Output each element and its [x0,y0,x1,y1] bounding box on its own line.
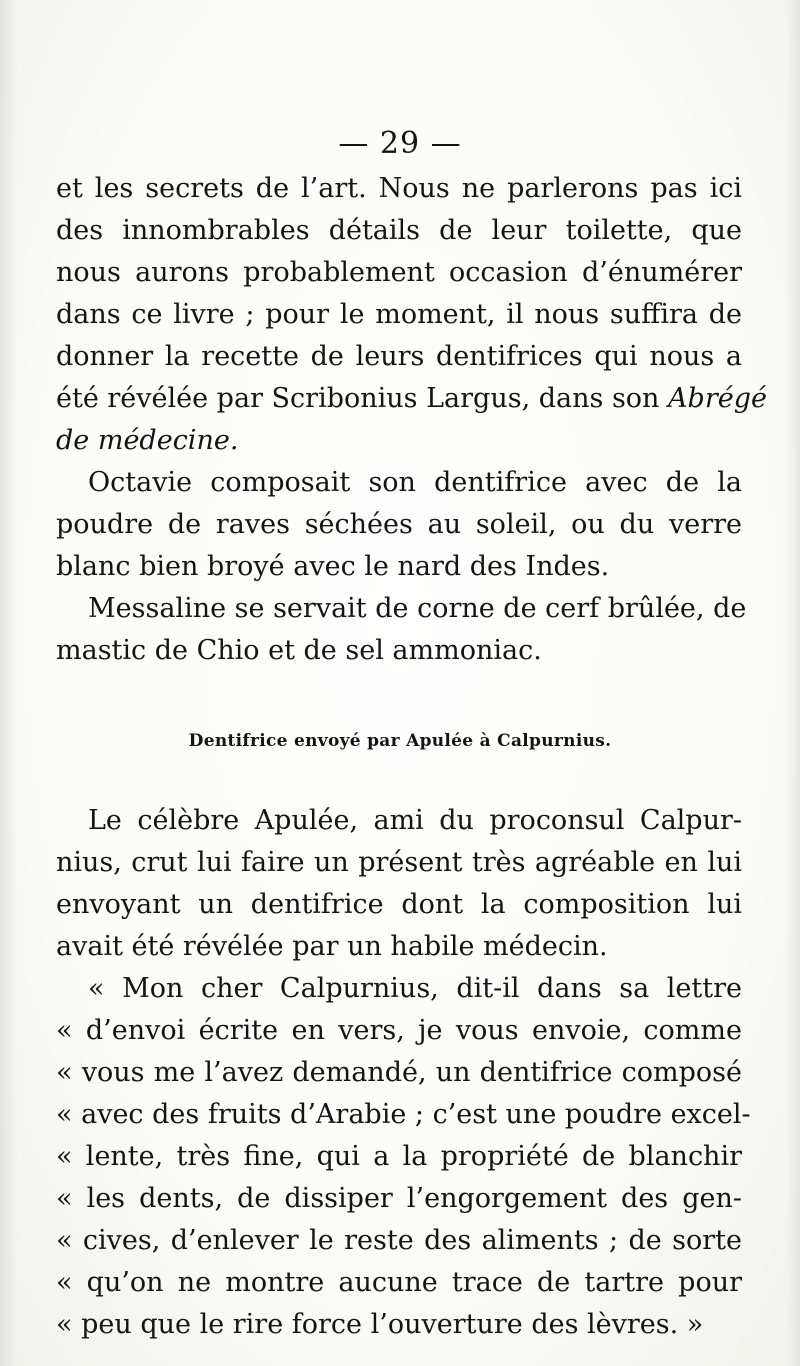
line-text: poudre de raves séchées au soleil, ou du verre [56,509,742,540]
line-text: dans ce livre ; pour le moment, il nous suffira de [56,299,742,330]
line-text: « peu que le rire force l’ouverture des lèvres. » [56,1309,704,1340]
line-text: « lente, très fine, qui a la propriété de blanchir [56,1141,742,1172]
text-line [56,294,742,336]
italic-title: Abrégé [668,383,767,414]
line-text: Le célèbre Apulée, ami du proconsul Calpur- [88,805,742,836]
text-line [56,1094,751,1136]
text-line [56,420,742,462]
page-shadow-left [0,0,18,1366]
line-text: « qu’on ne montre aucune trace de tartre pour [56,1267,742,1298]
line-text: « Mon cher Calpurnius, dit-il dans sa lettre [88,973,742,1004]
line-text: avait été révélée par un habile médecin. [56,931,608,962]
text-line [56,630,742,672]
text-line [56,800,742,842]
line-text: « avec des fruits d’Arabie ; c’est une poudre excel- [56,1099,751,1130]
text-line [56,1262,742,1304]
text-line [56,252,742,294]
line-text: envoyant un dentifrice dont la composition lui [56,889,742,920]
line-text: des innombrables détails de leur toilette, que [56,215,742,246]
page-shadow-right [786,0,800,1366]
line-text: Octavie composait son dentifrice avec de la [88,467,742,498]
line-text: donner la recette de leurs dentifrices qui nous a [56,341,742,372]
text-line [56,1220,742,1262]
line-text: « les dents, de dissiper l’engorgement des gen- [56,1183,742,1214]
text-line [56,884,742,926]
text-line [56,968,742,1010]
text-line [56,546,742,588]
text-line [56,1304,742,1346]
line-text: été révélée par Scribonius Largus, dans son [56,383,660,414]
line-text: « cives, d’enlever le reste des aliments ; de sorte [56,1225,742,1256]
text-line [56,462,742,504]
text-line [56,842,742,884]
text-line [56,1010,742,1052]
text-line [56,168,742,210]
line-text: blanc bien broyé avec le nard des Indes. [56,551,610,582]
line-text: nius, crut lui faire un présent très agréable en lui [56,847,742,878]
text-line [56,1136,742,1178]
page-number: — 29 — [338,126,462,161]
line-text: « d’envoi écrite en vers, je vous envoie, comme [56,1015,742,1046]
text-line [56,1178,742,1220]
line-text: nous aurons probablement occasion d’énumérer [56,257,742,288]
section-heading: Dentifrice envoyé par Apulée à Calpurnius. [188,731,612,751]
line-text: Messaline se servait de corne de cerf brûlée, de [88,593,747,624]
line-text: « vous me l’avez demandé, un dentifrice composé [56,1057,742,1088]
text-block-bottom [56,800,751,1346]
text-block-top [56,168,767,672]
text-line [56,378,767,420]
text-line [56,504,742,546]
text-line [56,336,742,378]
italic-title: de médecine. [56,425,239,456]
text-line [56,926,742,968]
text-line [56,588,747,630]
text-line [56,1052,742,1094]
line-text: et les secrets de l’art. Nous ne parlerons pas ici [56,173,742,204]
line-text: mastic de Chio et de sel ammoniac. [56,635,542,666]
text-line [56,210,742,252]
